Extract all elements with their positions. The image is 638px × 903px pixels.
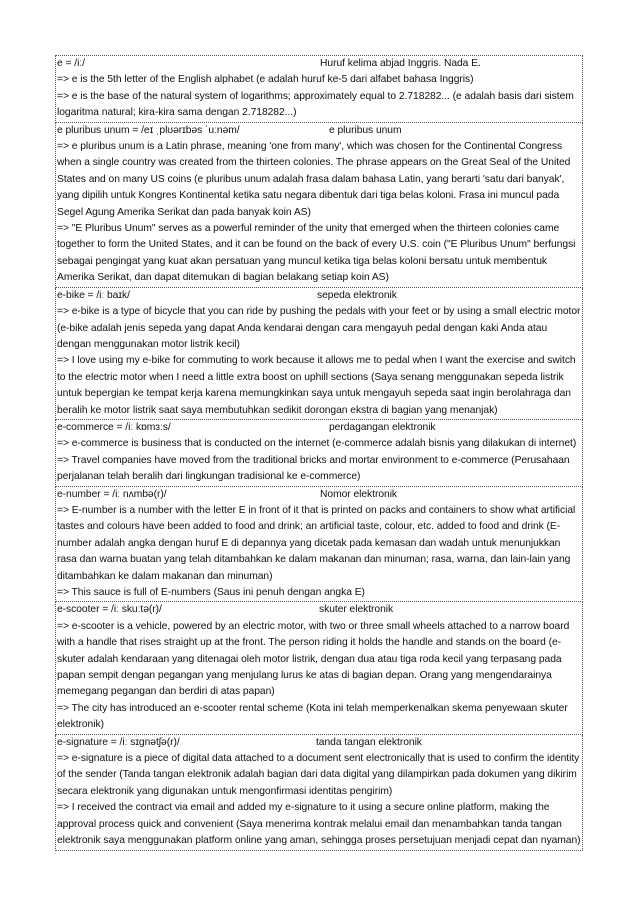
entry-header [57, 602, 581, 618]
definition-line: => e pluribus unum is a Latin phrase, meaning 'one from many', which was chosen for the Continental Congress when a single country was created from the thirteen colonies. The phrase appears on the Great Seal of the United States and on many US coins (e pluribus unum adalah frasa dalam bahasa Latin, yang berarti 'satu dari banyak', yang dipilih untuk Kongres Kontinental ketika satu negara dibentuk dari tiga belas koloni. Frasa ini muncul pada Segel Agung Amerika Serikat dan pada banyak koin AS) [57, 141, 571, 218]
definition-line: => e is the 5th letter of the English alphabet (e adalah huruf ke-5 dari alfabet bahasa Inggris) [57, 74, 474, 86]
definition-line: => Travel companies have moved from the traditional bricks and mortar environment to e-commerce (Perusahaan perjalanan telah beralih dari lingkungan tradisional ke e-commerce) [57, 454, 570, 483]
definition-line: => e-signature is a piece of digital data attached to a document sent electronically that is used to confirm the identity of the sender (Tanda tangan elektronik adalah bagian dari data digital yang dilampirkan pada dokumen yang dikirim secara elektronik yang digunakan untuk mengonfirmasi identitas pengirim) [57, 753, 580, 797]
definition-line: => E-number is a number with the letter E in front of it that is printed on packs and containers to show what artificial tastes and colours have been added to food and drink; an artificial taste, colour, etc. added to food and drink (E-number adalah angka dengan huruf E di depannya yang dicetak pada kemasan dan wadah untuk menunjukkan rasa dan warna buatan yang telah ditambahkan ke dalam makanan dan minuman; rasa, warna, dan lain-lain yang ditambahkan ke dalam makanan dan minuman) [57, 504, 576, 582]
headword: e-number = /iː nʌmbə(r)/ [57, 488, 167, 500]
headword: e-bike = /iː baɪk/ [57, 289, 130, 301]
definition-line: => e-bike is a type of bicycle that you can ride by pushing the pedals with your feet or by using a small electric motor (e-bike adalah jenis sepeda yang dapat Anda kendarai dengan cara mengayuh pedal dengan kaki Anda atau dengan menggunakan motor listrik kecil) [57, 306, 581, 350]
entry-e [55, 55, 583, 123]
meaning: sepeda elektronik [317, 289, 397, 301]
entry-e-signature [55, 735, 583, 851]
entry-e-number [55, 487, 583, 603]
entry-header [57, 487, 581, 503]
entry-e-scooter [55, 602, 583, 734]
entry-header [57, 735, 581, 751]
definition-line: => e-commerce is business that is conducted on the internet (e-commerce adalah bisnis yang dilakukan di internet) [57, 438, 577, 450]
headword: e-commerce = /iː kɒmɜːs/ [57, 421, 171, 433]
headword: e-scooter = /iː skuːtə(r)/ [57, 604, 162, 616]
entry-e-commerce [55, 420, 583, 487]
headword: e = /iː/ [57, 58, 85, 69]
headword: e pluribus unum = /eɪ ˌplʊərɪbəs ˈuːnəm/ [57, 124, 240, 136]
entry-header [57, 56, 581, 72]
definition-line: => This sauce is full of E-numbers (Saus ini penuh dengan angka E) [57, 587, 365, 598]
entry-header [57, 123, 581, 139]
entry-e-bike [55, 288, 583, 420]
meaning: skuter elektronik [319, 604, 394, 616]
meaning: perdagangan elektronik [329, 421, 436, 433]
entry-header [57, 420, 581, 436]
definition-line: => "E Pluribus Unum" serves as a powerful reminder of the unity that emerged when the thirteen colonies came together to form the United States, and it can be found on the back of every U.S. coin ("E Pluribus Unum" berfungsi sebagai pengingat yang kuat akan persatuan yang muncul ketika tiga belas koloni bersatu untuk membentuk Amerika Serikat, dan dapat ditemukan di bagian belakang setiap koin AS) [57, 223, 576, 284]
entry-e-pluribus-unum [55, 123, 583, 288]
headword: e-signature = /iː sɪɡnətʃə(r)/ [57, 736, 180, 748]
definition-line: => I received the contract via email and added my e-signature to it using a secure online platform, making the approval process quick and convenient (Saya menerima kontrak melalui email dan menambahkan tanda tangan elektronik saya menggunakan platform online yang aman, sehingga proses persetujuan menjadi cepat dan nyaman) [57, 802, 581, 847]
definition-line: => e-scooter is a vehicle, powered by an electric motor, with two or three small wheels attached to a narrow board with a handle that rises straight up at the front. The person riding it holds the handle and stands on the board (e-skuter adalah kendaraan yang ditenagai oleh motor listrik, dengan dua atau tiga roda kecil yang terpasang pada papan sempit dengan pegangan yang menjulang lurus ke atas di bagian depan. Orang yang mengendarainya memegang pegangan dan berdiri di atas papan) [57, 620, 570, 698]
meaning: Nomor elektronik [320, 488, 398, 500]
definition-line: => e is the base of the natural system of logarithms; approximately equal to 2.718282... (e adalah basis dari sistem logaritma natural; kira-kira sama dengan 2.718282...) [57, 90, 574, 119]
definition-line: => The city has introduced an e-scooter rental scheme (Kota ini telah memperkenalkan skema penyewaan skuter elektronik) [57, 702, 568, 731]
meaning: Huruf kelima abjad Inggris. Nada E. [320, 58, 481, 69]
meaning: tanda tangan elektronik [316, 736, 422, 748]
meaning: e pluribus unum [329, 124, 402, 136]
definition-line: => I love using my e-bike for commuting to work because it allows me to pedal when I want the exercise and switch to the electric motor when I need a little extra boost on uphill sections (Saya senang menggunakan sepeda listrik untuk bepergian ke tempat kerja karena memungkinkan saya untuk mengayuh sepeda saat ingin berolahraga dan beralih ke motor listrik saat saya membutuhkan sedikit dorongan ekstra di bagian yang menanjak) [57, 355, 576, 416]
entry-header [57, 288, 581, 304]
